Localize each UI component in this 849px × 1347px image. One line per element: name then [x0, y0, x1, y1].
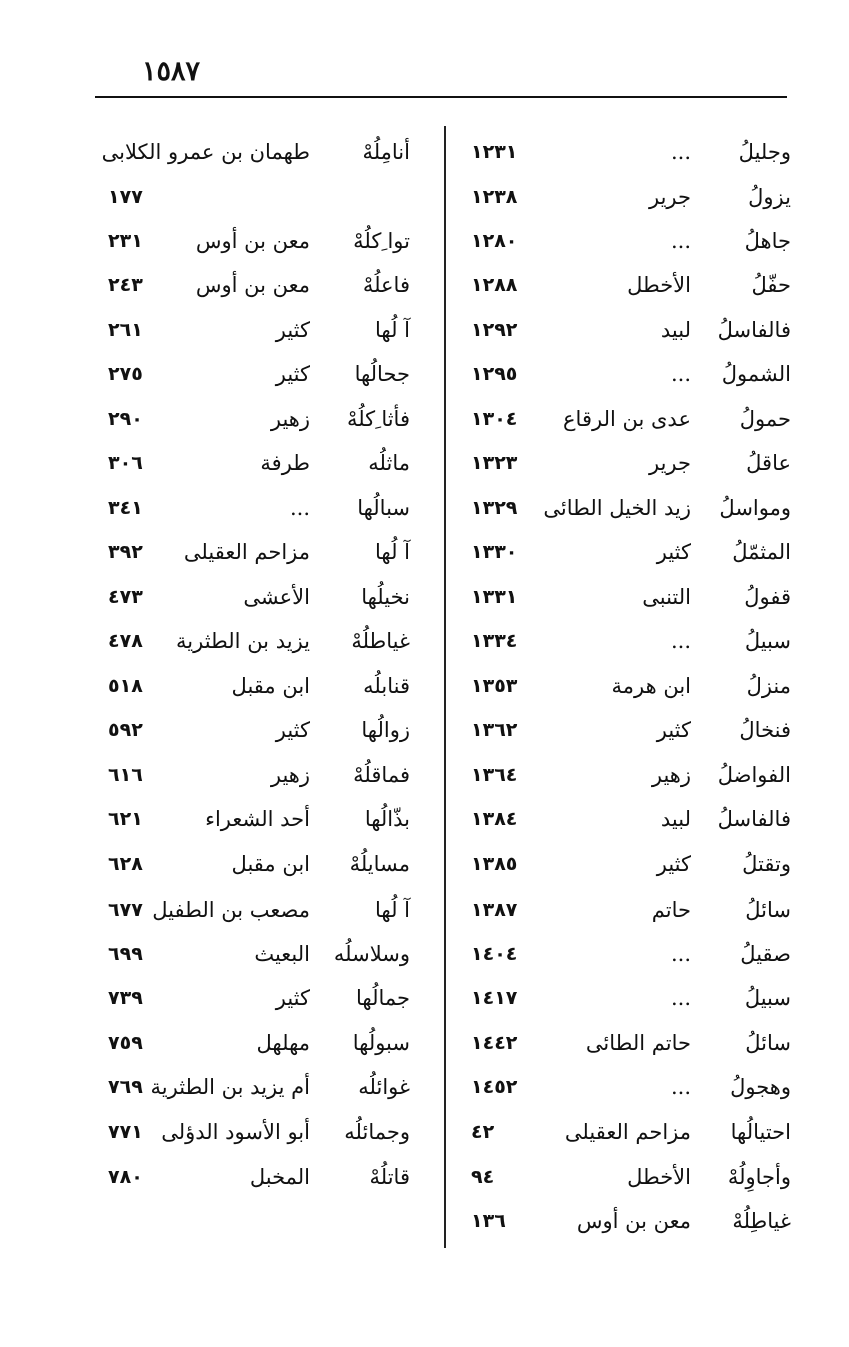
entry-page-number: ١٣٠٤ — [471, 408, 518, 430]
entry-page-number: ١٣٦٢ — [471, 719, 518, 741]
index-entry — [100, 577, 430, 617]
entry-poet: الأعشى — [243, 585, 310, 609]
index-entry — [100, 1112, 430, 1152]
entry-poet: مزاحم العقيلى — [564, 1120, 691, 1144]
entry-word: آ لُها — [375, 540, 410, 564]
entry-page-number: ١٣٣٤ — [471, 630, 518, 652]
entry-poet: كثير — [656, 540, 691, 564]
index-entry — [100, 844, 430, 884]
entry-page-number: ١٣٦ — [471, 1210, 506, 1232]
entry-page-number: ١٣٢٩ — [471, 497, 518, 519]
column-divider — [444, 126, 446, 1248]
entry-poet: ... — [670, 1075, 691, 1099]
entry-word: وتقتلُ — [742, 852, 791, 876]
entry-page-number: ١٣٣٠ — [471, 541, 518, 563]
entry-word: توا ِكلُهْ — [353, 229, 410, 253]
entry-page-number: ٥١٨ — [108, 675, 143, 697]
index-entry — [100, 399, 430, 439]
entry-page-number: ١٢٩٥ — [471, 363, 518, 385]
entry-poet: زيد الخيل الطائى — [543, 496, 691, 520]
entry-word: مسايلُهْ — [349, 852, 410, 876]
index-entry — [461, 799, 791, 839]
index-entry — [461, 354, 791, 394]
entry-poet: حاتم الطائى — [585, 1031, 691, 1055]
entry-page-number: ٢٤٣ — [108, 274, 143, 296]
entry-word: فنخالُ — [739, 718, 791, 742]
index-entry — [100, 221, 430, 261]
entry-word: ماثلُه — [368, 451, 410, 475]
index-entry — [100, 532, 430, 572]
entry-page-number: ٦٢٨ — [108, 853, 143, 875]
entry-poet: عدى بن الرقاع — [563, 407, 691, 431]
index-entry — [100, 354, 430, 394]
index-entry — [100, 890, 430, 930]
entry-word: فأثا ِكلُهْ — [346, 407, 410, 431]
entry-word: زوالُها — [361, 718, 410, 742]
entry-page-number: ٢٦١ — [108, 319, 143, 341]
entry-word: حمولُ — [739, 407, 791, 431]
entry-word: جاهلُ — [744, 229, 791, 253]
entry-page-number: ١٣٥٣ — [471, 675, 518, 697]
entry-poet: ابن مقبل — [231, 674, 310, 698]
entry-page-number: ٤٢ — [471, 1121, 495, 1143]
entry-page-number: ١٣٨٤ — [471, 808, 518, 830]
entry-poet: يزيد بن الطثرية — [176, 629, 310, 653]
index-entry — [461, 755, 791, 795]
index-entry — [100, 799, 430, 839]
entry-page-number: ١٢٩٢ — [471, 319, 518, 341]
entry-word: قفولُ — [744, 585, 791, 609]
entry-page-number: ٦٢١ — [108, 808, 143, 830]
entry-word: سائلُ — [745, 898, 791, 922]
index-entry — [461, 577, 791, 617]
entry-word: وأجاوِلُهْ — [727, 1165, 791, 1189]
entry-poet: أبو الأسود الدؤلى — [161, 1120, 310, 1144]
entry-page-number: ١٢٨٠ — [471, 230, 518, 252]
entry-word: نخيلُها — [361, 585, 410, 609]
index-entry — [100, 1023, 430, 1063]
index-entry — [461, 621, 791, 661]
left-column — [100, 132, 430, 1247]
entry-word: عاقلُ — [746, 451, 791, 475]
entry-poet: المخبل — [249, 1165, 310, 1189]
index-entry — [100, 710, 430, 750]
entry-page-number: ٦٧٧ — [108, 899, 143, 921]
entry-word: سائلُ — [745, 1031, 791, 1055]
entry-word: سبيلُ — [744, 986, 791, 1010]
entry-page-number: ٧٥٩ — [108, 1032, 143, 1054]
index-entry — [461, 978, 791, 1018]
entry-page-number: ١٣٨٧ — [471, 899, 518, 921]
index-entry — [100, 934, 430, 974]
entry-word: الفواضلُ — [717, 763, 791, 787]
entry-page-number: ٥٩٢ — [108, 719, 143, 741]
index-entry — [461, 934, 791, 974]
entry-poet: أحد الشعراء — [205, 807, 310, 831]
index-entry — [461, 1112, 791, 1152]
header-rule — [95, 96, 787, 98]
entry-poet: معن بن أوس — [576, 1209, 691, 1233]
entry-word: أنامِلُهْ — [362, 140, 410, 164]
entry-word: وسلاسلُه — [333, 942, 410, 966]
entry-word: سبالُها — [357, 496, 410, 520]
index-entry — [100, 621, 430, 661]
index-entry — [461, 443, 791, 483]
index-entry — [100, 978, 430, 1018]
entry-poet: لبيد — [660, 318, 691, 342]
entry-word: وهجولُ — [730, 1075, 791, 1099]
entry-poet: كثير — [656, 718, 691, 742]
entry-poet: التنبى — [642, 585, 691, 609]
entry-word: وجمائلُه — [344, 1120, 410, 1144]
entry-poet: ابن هرمة — [611, 674, 691, 698]
entry-word: آ لُها — [375, 318, 410, 342]
entry-poet: زهير — [270, 407, 310, 431]
index-entry — [100, 177, 430, 217]
entry-page-number: ٣٠٦ — [108, 452, 143, 474]
entry-word: آ لُها — [375, 898, 410, 922]
entry-word: غياطِلُهْ — [732, 1209, 791, 1233]
entry-word: غياطلُهْ — [351, 629, 410, 653]
entry-page-number: ١٣٢٣ — [471, 452, 518, 474]
entry-poet: زهير — [270, 763, 310, 787]
entry-poet: كثير — [275, 718, 310, 742]
index-entry — [100, 1157, 430, 1197]
entry-word: المثمّلُ — [732, 540, 791, 564]
index-entry — [461, 890, 791, 930]
index-entry — [461, 399, 791, 439]
entry-poet: جرير — [649, 451, 691, 475]
entry-page-number: ١٤٠٤ — [471, 943, 518, 965]
entry-poet: الأخطل — [627, 273, 691, 297]
entry-page-number: ٤٧٨ — [108, 630, 143, 652]
entry-word: بذّالُها — [364, 807, 410, 831]
entry-page-number: ١٢٣٨ — [471, 186, 518, 208]
index-entry — [461, 1067, 791, 1107]
entry-poet: جرير — [649, 185, 691, 209]
entry-poet: كثير — [275, 986, 310, 1010]
entry-word: قنابلُه — [363, 674, 410, 698]
entry-page-number: ٢٧٥ — [108, 363, 143, 385]
index-entry — [100, 132, 430, 172]
index-entry — [461, 844, 791, 884]
entry-poet: كثير — [275, 318, 310, 342]
entry-poet: زهير — [651, 763, 691, 787]
entry-word: سبولُها — [352, 1031, 410, 1055]
entry-word: فالفاسلُ — [717, 807, 791, 831]
entry-poet: ... — [289, 496, 310, 520]
entry-page-number: ١٢٨٨ — [471, 274, 518, 296]
entry-page-number: ٣٩٢ — [108, 541, 143, 563]
entry-word: صقيلُ — [740, 942, 791, 966]
entry-poet: ... — [670, 986, 691, 1010]
entry-poet: ابن مقبل — [231, 852, 310, 876]
entry-word: الشمولُ — [721, 362, 791, 386]
entry-poet: ... — [670, 942, 691, 966]
entry-page-number: ٩٤ — [471, 1166, 495, 1188]
entry-page-number: ٧٧١ — [108, 1121, 143, 1143]
entry-poet: حاتم — [651, 898, 691, 922]
entry-page-number: ٤٧٣ — [108, 586, 143, 608]
index-entry — [100, 666, 430, 706]
index-entry — [100, 755, 430, 795]
entry-page-number: ١٤٥٢ — [471, 1076, 518, 1098]
entry-poet: كثير — [656, 852, 691, 876]
entry-word: فاعلُهْ — [362, 273, 410, 297]
index-entry — [461, 177, 791, 217]
entry-page-number: ٦١٦ — [108, 764, 143, 786]
entry-word: جمالُها — [356, 986, 410, 1010]
index-entry — [461, 310, 791, 350]
entry-page-number: ١٣٨٥ — [471, 853, 518, 875]
entry-page-number: ٧٦٩ — [108, 1076, 143, 1098]
entry-word: يزولُ — [748, 185, 791, 209]
index-entry — [461, 532, 791, 572]
entry-poet: معن بن أوس — [195, 229, 310, 253]
entry-page-number: ١٣٣١ — [471, 586, 518, 608]
index-entry — [100, 310, 430, 350]
index-entry — [461, 710, 791, 750]
entry-poet: مزاحم العقيلى — [183, 540, 310, 564]
entry-word: سبيلُ — [744, 629, 791, 653]
entry-poet: مصعب بن الطفيل — [152, 898, 310, 922]
entry-page-number: ٢٣١ — [108, 230, 143, 252]
entry-page-number: ٧٨٠ — [108, 1166, 143, 1188]
entry-word: فماقلُهْ — [353, 763, 410, 787]
entry-poet: طرفة — [260, 451, 310, 475]
entry-word: منزلُ — [746, 674, 791, 698]
entry-word: غوائلُه — [358, 1075, 410, 1099]
entry-page-number: ٧٣٩ — [108, 987, 143, 1009]
entry-word: قاتلُهْ — [369, 1165, 410, 1189]
entry-word: حفّلُ — [751, 273, 791, 297]
entry-poet: أم يزيد بن الطثرية — [150, 1075, 310, 1099]
entry-page-number: ١٣٦٤ — [471, 764, 518, 786]
entry-page-number: ١٤١٧ — [471, 987, 518, 1009]
page-number: ١٥٨٧ — [142, 56, 201, 87]
entry-page-number: ١٢٣١ — [471, 141, 518, 163]
index-entry — [461, 488, 791, 528]
index-entry — [100, 265, 430, 305]
index-entry — [461, 265, 791, 305]
entry-poet: معن بن أوس — [195, 273, 310, 297]
index-entry — [100, 1067, 430, 1107]
entry-poet: كثير — [275, 362, 310, 386]
right-column — [461, 132, 791, 1247]
entry-poet: البعيث — [254, 942, 310, 966]
index-entry — [100, 443, 430, 483]
entry-poet: مهلهل — [256, 1031, 310, 1055]
entry-word: وجليلُ — [738, 140, 791, 164]
index-entry — [461, 666, 791, 706]
index-entry — [461, 132, 791, 172]
entry-word: ومواسلُ — [719, 496, 791, 520]
entry-poet: ... — [670, 229, 691, 253]
entry-page-number: ١٧٧ — [108, 186, 143, 208]
index-entry — [461, 221, 791, 261]
entry-poet: طهمان بن عمرو الكلابى — [101, 140, 310, 164]
entry-poet: ... — [670, 140, 691, 164]
entry-page-number: ١٤٤٢ — [471, 1032, 518, 1054]
entry-page-number: ٦٩٩ — [108, 943, 143, 965]
entry-poet: ... — [670, 629, 691, 653]
entry-poet: لبيد — [660, 807, 691, 831]
entry-poet: ... — [670, 362, 691, 386]
entry-page-number: ٢٩٠ — [108, 408, 143, 430]
index-entry — [461, 1201, 791, 1241]
entry-word: احتيالُها — [730, 1120, 791, 1144]
entry-word: جحالُها — [354, 362, 410, 386]
index-entry — [100, 488, 430, 528]
entry-word: فالفاسلُ — [717, 318, 791, 342]
entry-page-number: ٣٤١ — [108, 497, 143, 519]
index-entry — [461, 1157, 791, 1197]
index-entry — [461, 1023, 791, 1063]
entry-poet: الأخطل — [627, 1165, 691, 1189]
